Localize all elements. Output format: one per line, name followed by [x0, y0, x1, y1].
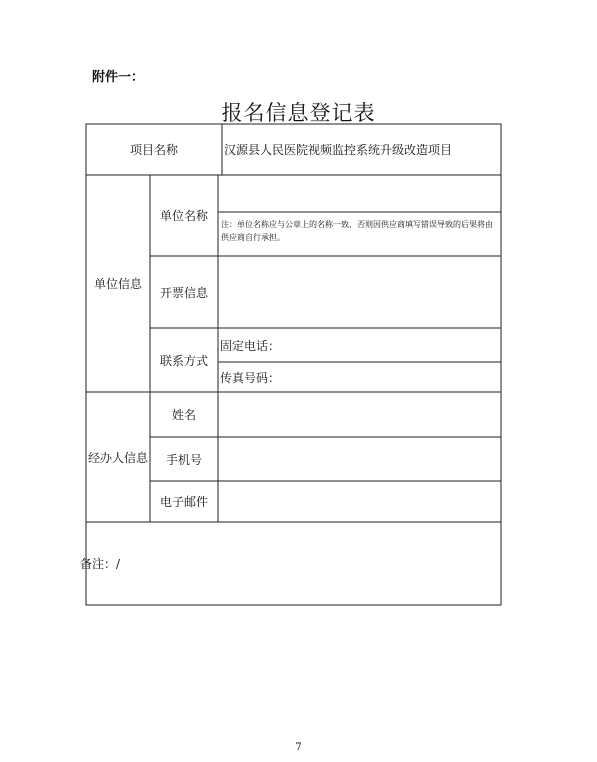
project-name-label: 项目名称 — [129, 143, 178, 157]
fax-label: 传真号码： — [220, 370, 281, 385]
phone-label: 固定电话： — [220, 338, 281, 353]
fax-field[interactable] — [220, 362, 500, 392]
phone-field[interactable] — [220, 328, 500, 362]
form-title: 报名信息登记表 — [221, 101, 376, 125]
attachment-label: 附件一： — [92, 70, 145, 85]
page-number: 7 — [295, 742, 302, 753]
mobile-input[interactable] — [219, 438, 500, 480]
project-name-value: 汉源县人民医院视频监控系统升级改造项目 — [224, 143, 453, 157]
remarks-label: 备注：/ — [80, 556, 121, 571]
handler-info-label: 经办人信息 — [87, 450, 148, 465]
email-input[interactable] — [219, 482, 500, 521]
name-label: 姓名 — [171, 408, 196, 422]
mobile-label: 手机号 — [165, 452, 202, 467]
email-label: 电子邮件 — [159, 495, 208, 509]
unit-name-note: 注：单位名称应与公章上的名称一致，否则因供应商填写错误导致的后果将由供应商自行承担。 — [221, 220, 493, 242]
unit-info-label: 单位信息 — [93, 277, 142, 291]
name-input[interactable] — [219, 393, 500, 436]
invoice-info-input[interactable] — [219, 257, 500, 327]
unit-name-input[interactable] — [219, 176, 500, 211]
contact-method-label: 联系方式 — [159, 353, 208, 368]
invoice-info-label: 开票信息 — [159, 285, 208, 300]
unit-name-label: 单位名称 — [159, 209, 208, 223]
